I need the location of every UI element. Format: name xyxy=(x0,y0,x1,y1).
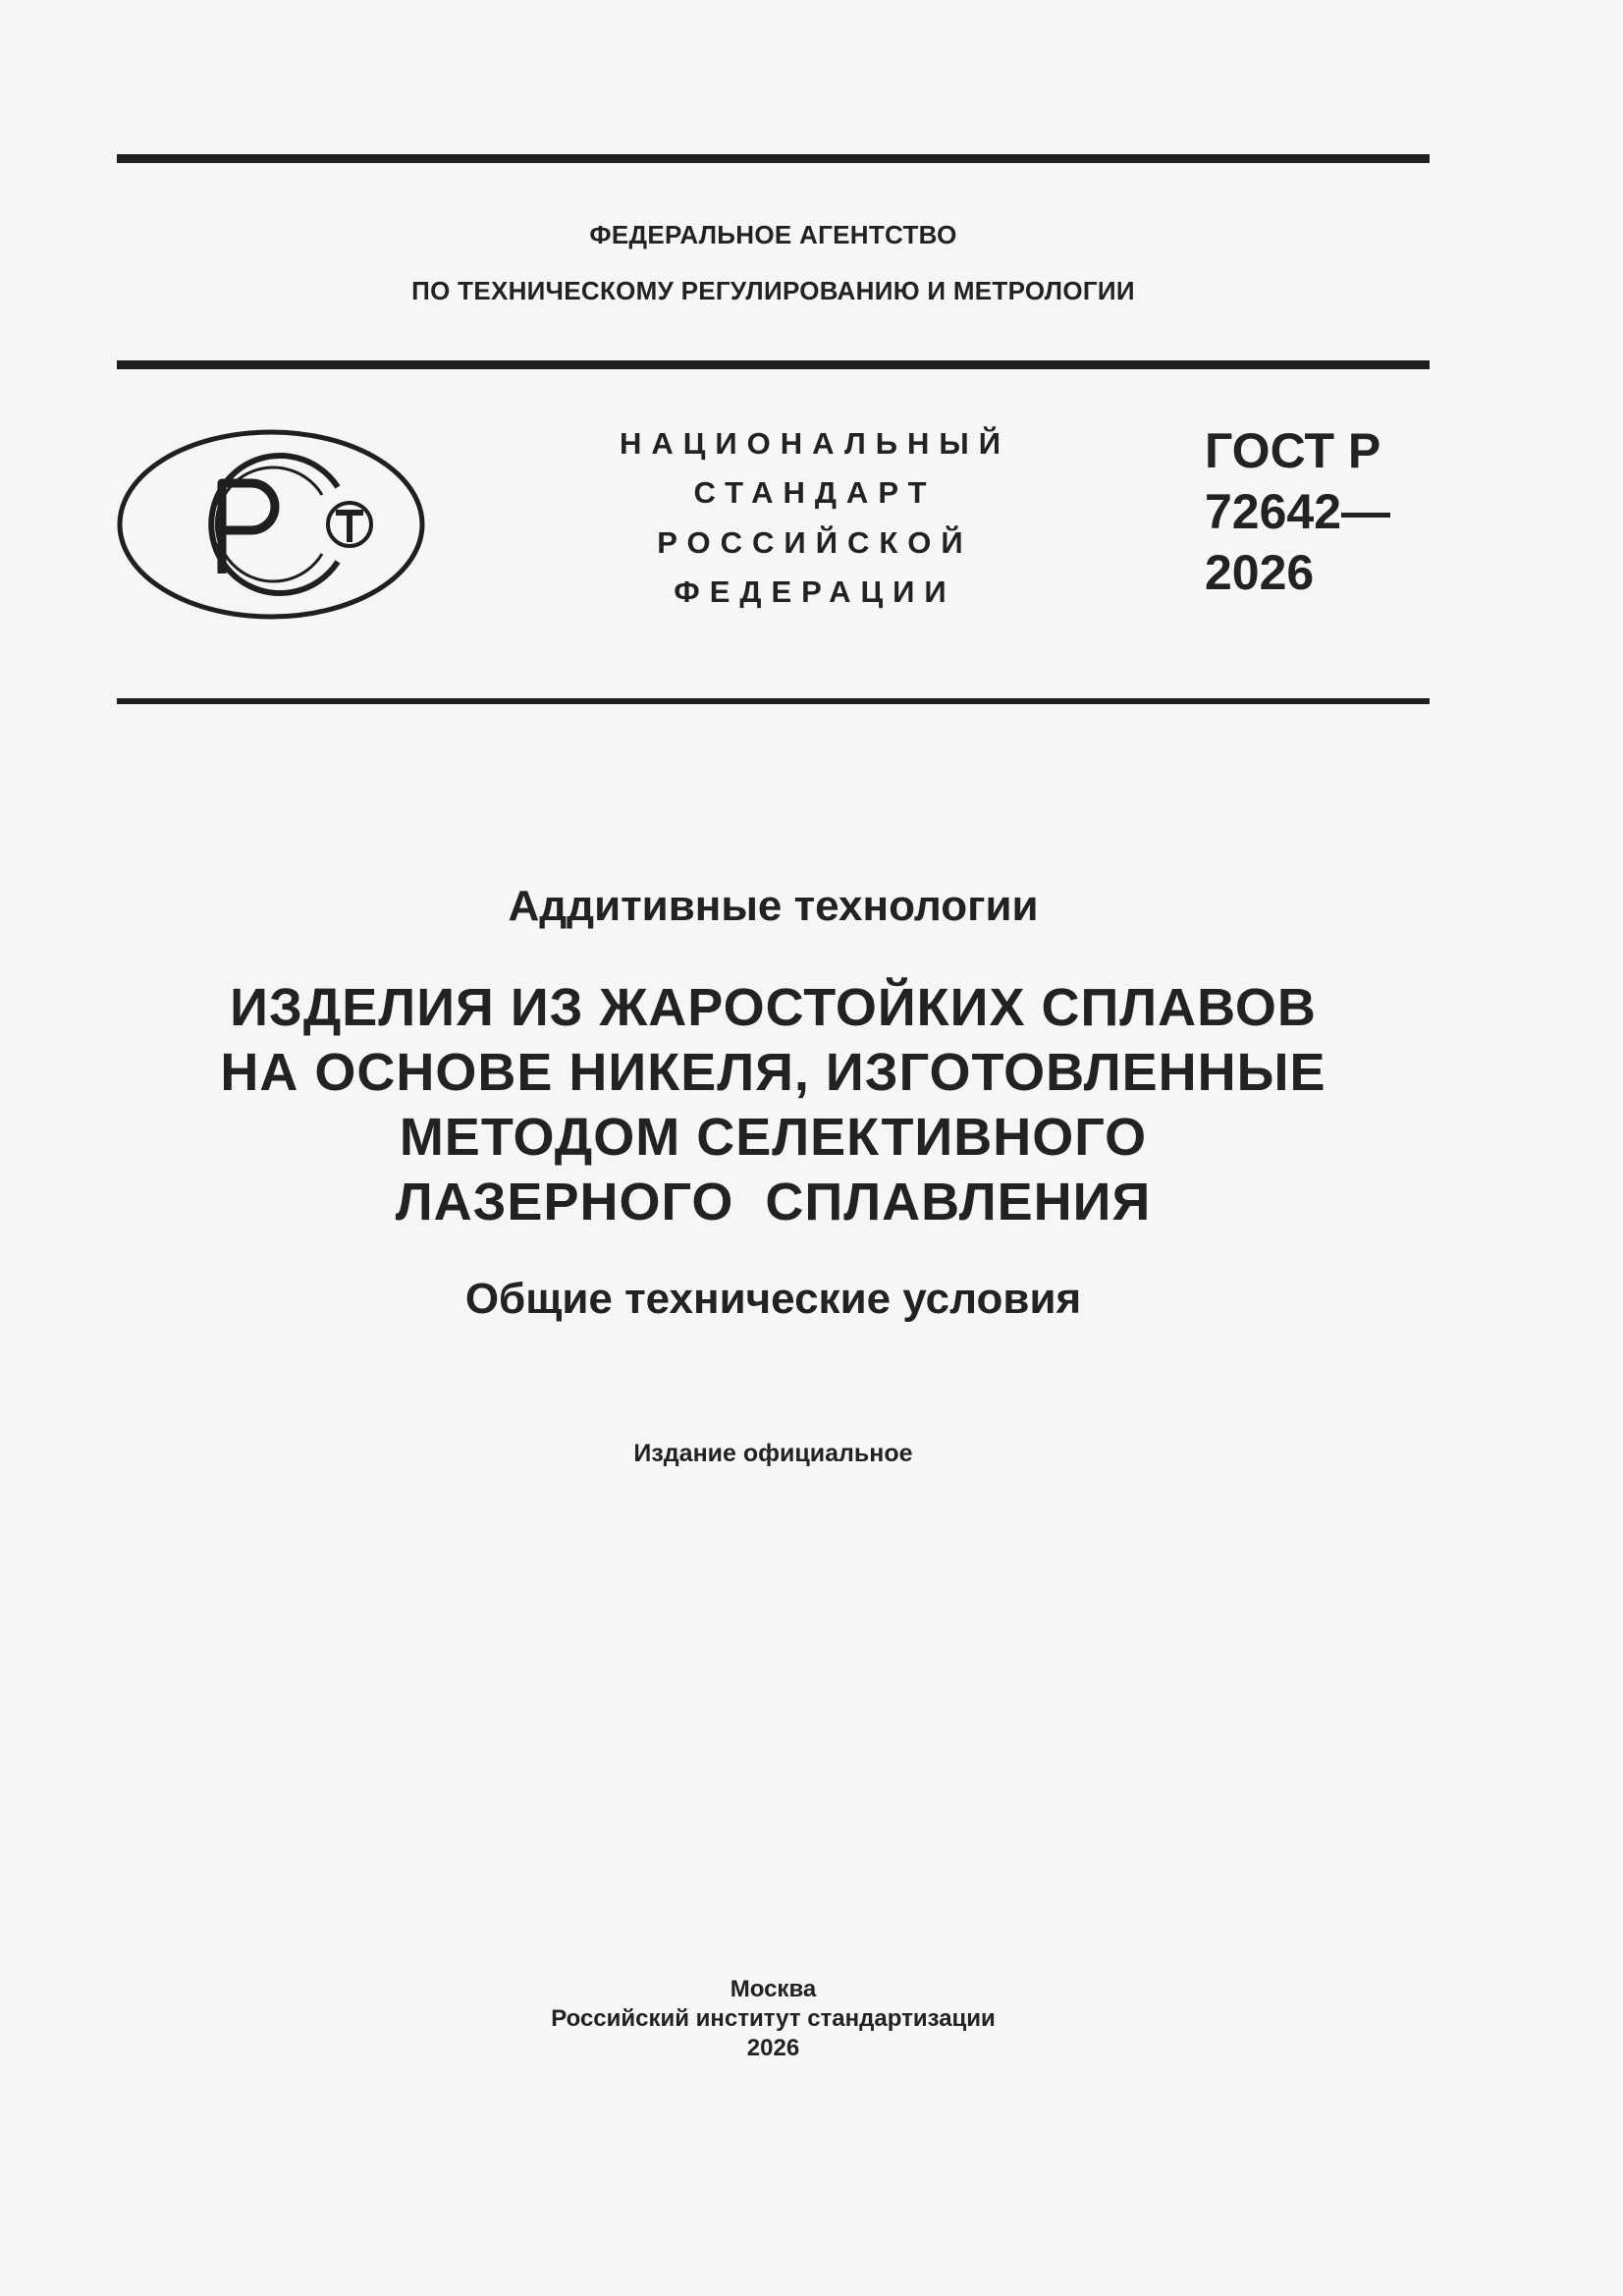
standard-type-line-4: ФЕДЕРАЦИИ xyxy=(674,574,956,609)
rst-logo-icon xyxy=(114,426,428,623)
standard-type-line-1: НАЦИОНАЛЬНЫЙ xyxy=(619,426,1011,461)
standard-type-line-3: РОССИЙСКОЙ xyxy=(657,525,973,560)
designation-line-1: ГОСТ Р xyxy=(1205,423,1381,478)
main-title-line-4: ЛАЗЕРНОГО СПЛАВЛЕНИЯ xyxy=(395,1173,1152,1231)
main-title xyxy=(117,975,1430,1234)
subtitle: Общие технические условия xyxy=(464,1275,1082,1323)
edition-note: Издание официальное xyxy=(633,1440,913,1467)
agency-bottom-rule xyxy=(117,360,1430,369)
series-title: Аддитивные технологии xyxy=(508,882,1039,930)
main-title-line-3: МЕТОДОМ СЕЛЕКТИВНОГО xyxy=(399,1108,1148,1167)
imprint-publisher: Российский институт стандартизации xyxy=(551,2005,996,2032)
main-title-line-1: ИЗДЕЛИЯ ИЗ ЖАРОСТОЙКИХ СПЛАВОВ xyxy=(230,978,1317,1037)
designation-line-2: 72642— xyxy=(1205,484,1391,539)
imprint-year: 2026 xyxy=(746,2035,800,2061)
header-bottom-rule xyxy=(117,698,1430,704)
main-title-line-2: НА ОСНОВЕ НИКЕЛЯ, ИЗГОТОВЛЕННЫЕ xyxy=(220,1043,1326,1102)
designation-line-3: 2026 xyxy=(1205,545,1315,600)
standard-type-line-2: СТАНДАРТ xyxy=(693,475,937,510)
top-rule xyxy=(117,154,1430,163)
agency-line-1: ФЕДЕРАЛЬНОЕ АГЕНТСТВО xyxy=(589,220,957,249)
agency-line-2: ПО ТЕХНИЧЕСКОМУ РЕГУЛИРОВАНИЮ И МЕТРОЛОГИИ xyxy=(411,276,1135,305)
imprint-city: Москва xyxy=(730,1976,817,2002)
